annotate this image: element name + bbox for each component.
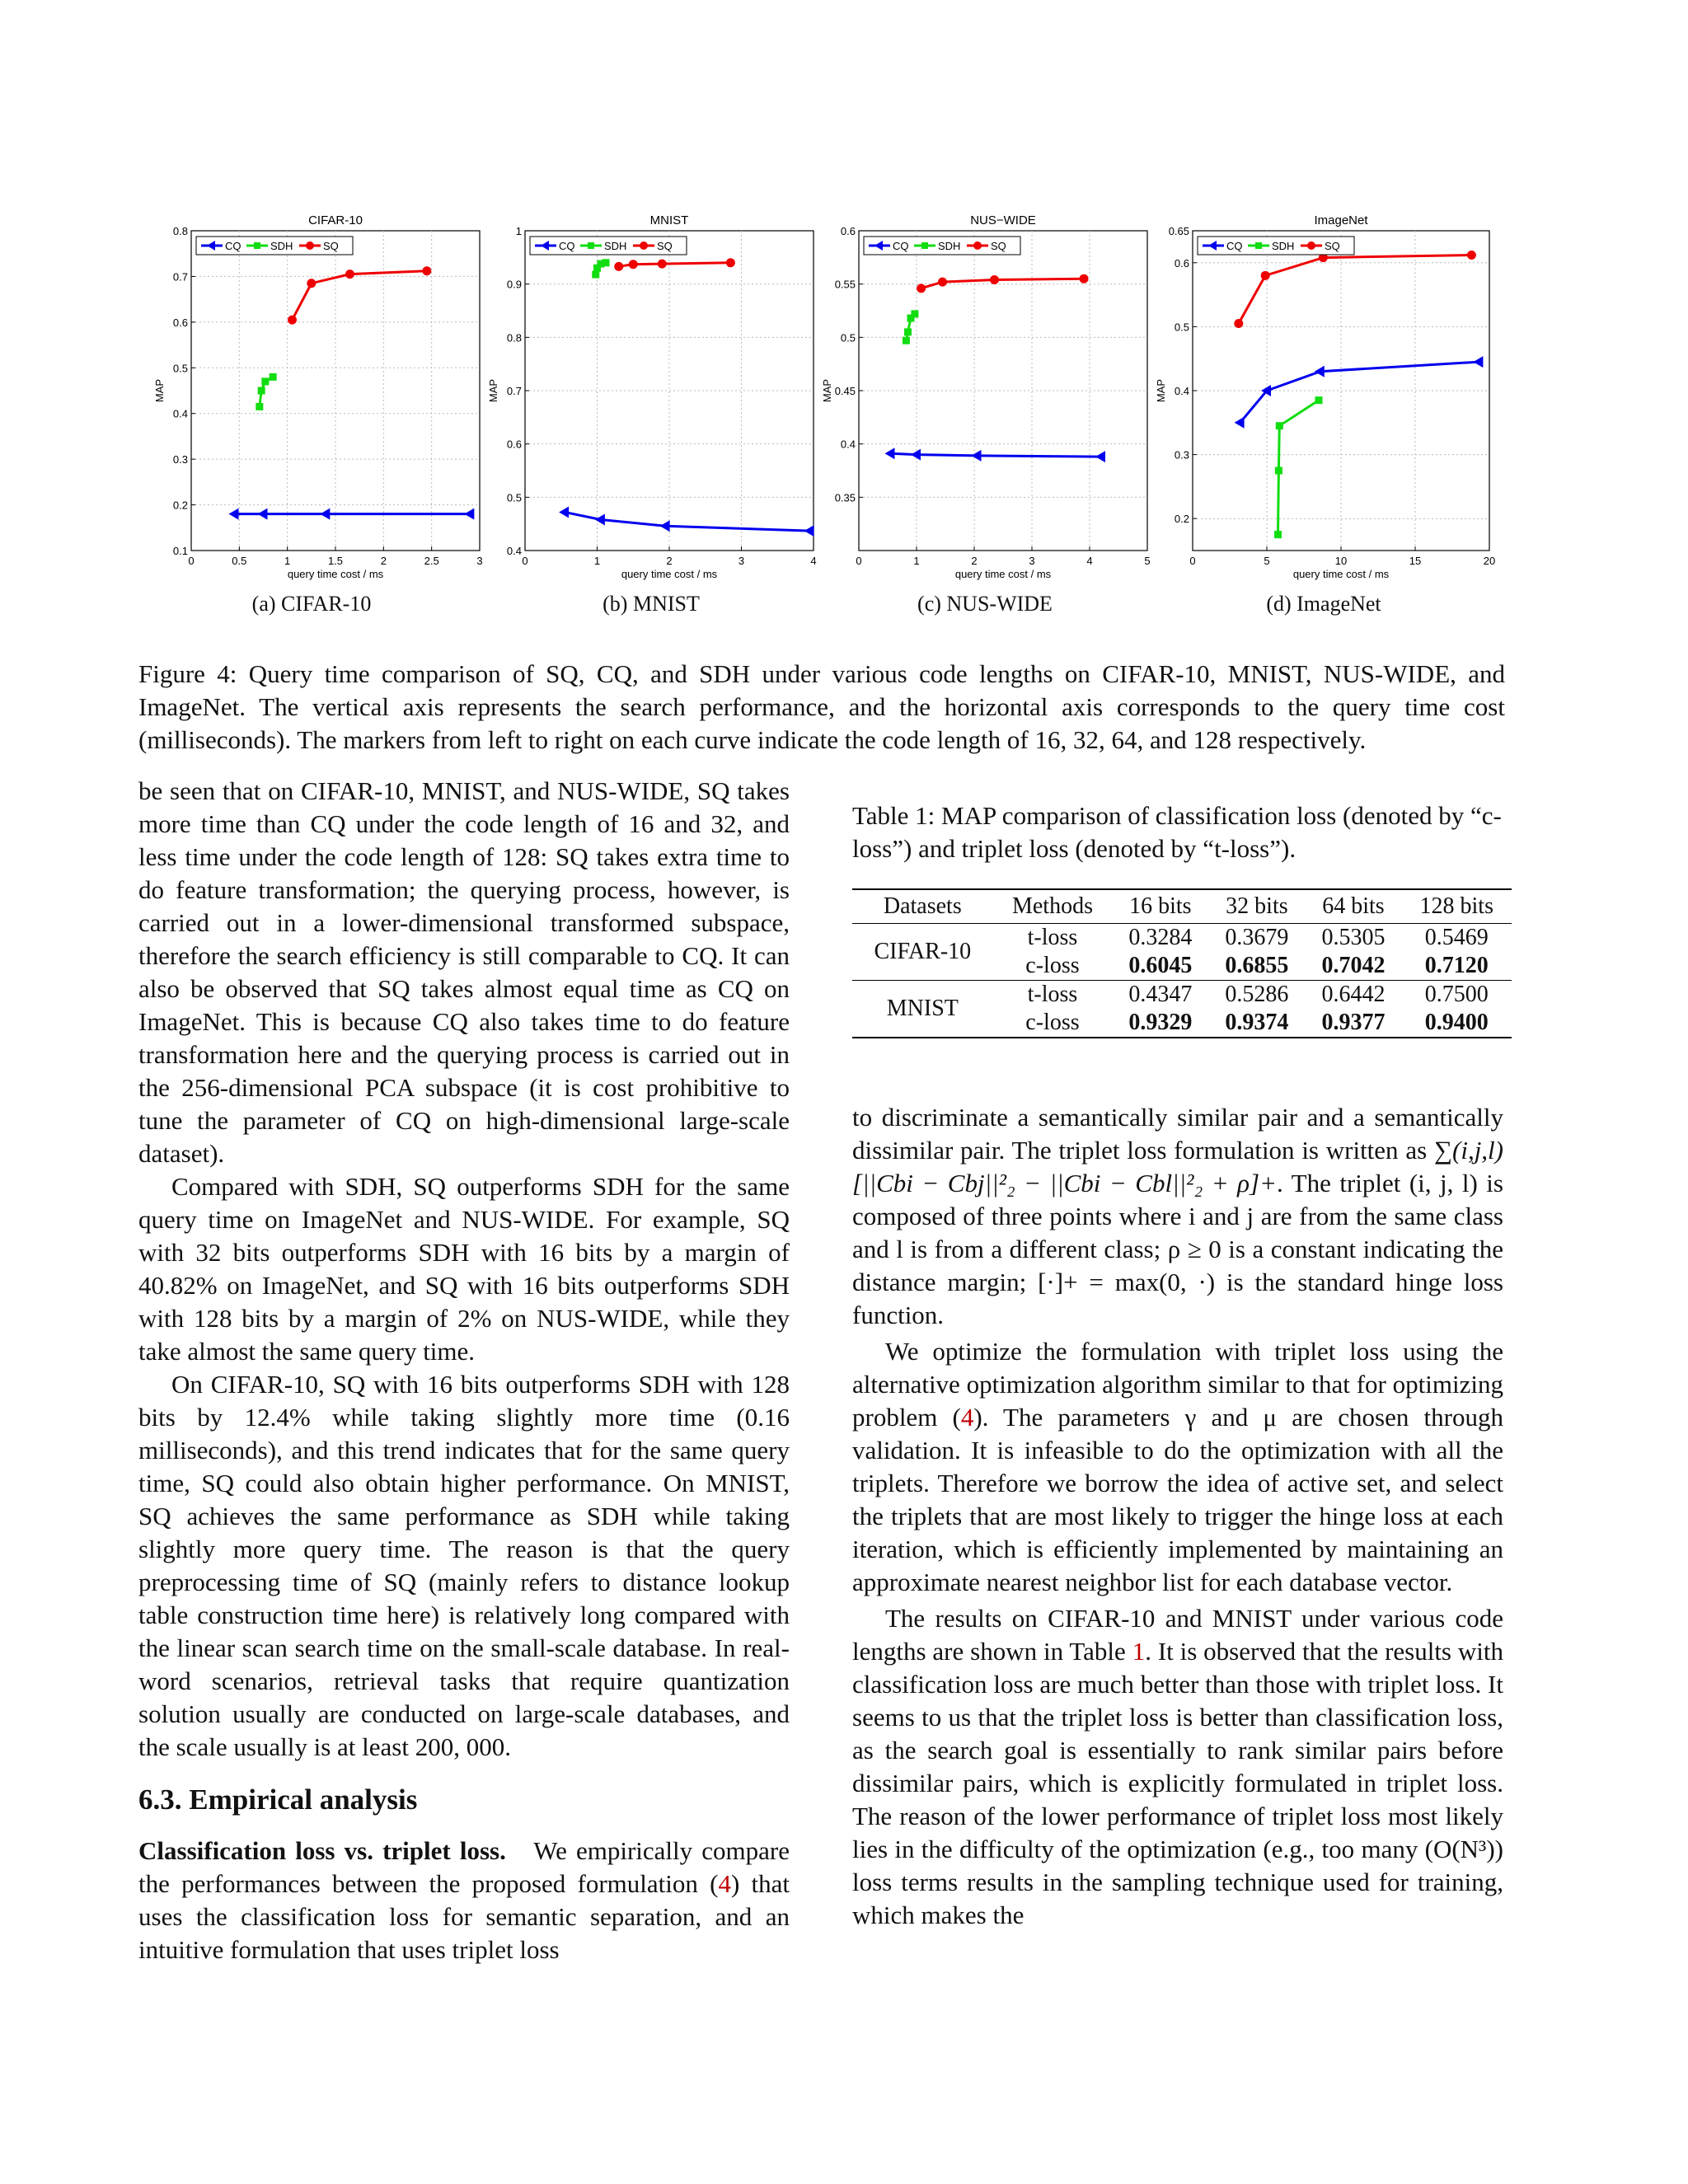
equation-link[interactable]: 4 [718,1869,731,1898]
data-point [1261,271,1270,280]
y-tick-label: 0.7 [506,385,522,397]
data-point [256,403,263,410]
subcaption-d: (d) ImageNet [1266,592,1381,616]
x-axis-label: query time cost / ms [621,568,718,580]
col-header: 128 bits [1402,889,1512,924]
data-point [911,310,918,317]
legend-marker [1255,242,1262,249]
y-tick-label: 0.4 [840,438,856,451]
table-row: c-loss 0.9329 0.9374 0.9377 0.9400 [852,1009,1512,1038]
data-point [726,258,735,267]
data-point [270,373,277,381]
y-tick-label: 0.6 [172,316,188,329]
data-point [261,377,269,385]
y-tick-label: 0.5 [1174,321,1189,334]
data-point [903,337,910,344]
legend-label: SQ [657,240,673,252]
x-tick-label: 4 [810,555,817,567]
data-point [1274,531,1282,538]
x-tick-label: 1 [913,555,920,567]
y-tick-label: 0.6 [1174,256,1189,269]
x-tick-label: 5 [1264,555,1270,567]
y-tick-label: 0.8 [172,225,188,237]
legend-label: SQ [991,240,1006,252]
x-tick-label: 1.5 [327,555,344,567]
legend-label: SDH [604,240,627,252]
chart-imagenet [1150,206,1496,585]
y-tick-label: 0.6 [506,438,522,451]
legend [196,237,353,255]
legend-marker [254,242,260,249]
data-point [422,266,431,275]
legend-label: SDH [938,240,961,252]
chart-title: NUS−WIDE [970,213,1036,227]
x-tick-label: 15 [1409,555,1422,567]
y-tick-label: 0.5 [172,362,188,375]
x-tick-label: 2 [971,555,978,567]
x-tick-label: 4 [1086,555,1093,567]
equation-link[interactable]: 4 [960,1403,974,1432]
data-point [1234,319,1243,328]
legend-label: SDH [1272,240,1295,252]
paragraph: to discriminate a semantically similar pair and a semantically dissimilar pair. The triplet loss formulation is written as ∑(i,j,l)[||Cbi − Cbj||²₂ − ||Cbi − Cbl||²₂ + ρ]+. The triplet (i, j, l) is composed of three points where i and j are from the same class and l is from a different class; ρ ≥ 0 is a constant indicating the distance margin; [·]+ = max(0, ·) is the standard hinge loss function. [852,1103,1503,1329]
legend-marker [306,241,314,250]
y-tick-label: 0.35 [834,491,856,504]
y-axis-label: MAP [487,378,499,403]
data-point [307,279,316,288]
legend-marker [1307,241,1315,250]
paragraph: We optimize the formulation with triplet loss using the alternative optimization algorithm similar to that for optimizing problem (4). The parameters γ and μ are chosen through validation. It is infeasible to do the optimization with all the triplets. Therefore we borrow the idea of active set, and select the triplets that are most likely to trigger the hinge loss at each iteration, which is efficiently implemented by maintaining an approximate nearest neighbor list for each database vector. [852,1337,1503,1596]
paragraph: be seen that on CIFAR-10, MNIST, and NUS-WIDE, SQ takes more time than CQ under the code length of 16 and 32, and less time under the code length of 128: SQ takes extra time to do feature transformation; the querying process, however, is carried out in a lower-dimensional transformed subspace, therefore the search efficiency is still comparable to CQ. It can also be observed that SQ takes almost equal time as CQ on ImageNet. This is because CQ also takes time to do feature transformation here and the querying process is carried out in the 256-dimensional PCA subspace (it is cost prohibitive to tune the parameter of CQ on high-dimensional large-scale dataset). [138,776,790,1168]
left-column [138,775,790,1764]
legend-label: CQ [225,240,241,252]
legend-label: SDH [270,240,293,252]
x-tick-label: 1 [284,555,291,567]
legend-label: CQ [1226,240,1243,252]
col-header: 32 bits [1208,889,1305,924]
legend-label: SQ [1325,240,1340,252]
x-tick-label: 10 [1334,555,1348,567]
data-point [614,262,623,271]
x-tick-label: 5 [1144,555,1151,567]
chart-title: ImageNet [1314,213,1368,227]
y-tick-label: 0.55 [834,278,856,291]
y-tick-label: 0.3 [172,453,188,466]
legend-marker [640,241,648,250]
dataset-cell: MNIST [852,981,993,1038]
y-tick-label: 0.65 [1168,225,1189,237]
x-tick-label: 0 [188,555,195,567]
x-tick-label: 2 [380,555,387,567]
legend-marker [588,242,594,249]
legend [530,237,687,255]
triplet-loss-formula: ∑(i,j,l)[||Cbi − Cbj||²₂ − ||Cbi − Cbl||²₂ + ρ]+ [852,1136,1503,1197]
x-axis-label: query time cost / ms [1292,568,1390,580]
y-tick-label: 0.2 [1174,513,1189,526]
legend-label: SQ [323,240,339,252]
y-tick-label: 0.3 [1174,448,1189,462]
x-tick-label: 2 [666,555,673,567]
data-point [1315,396,1323,404]
legend [864,237,1020,255]
subcaption-c: (c) NUS-WIDE [917,592,1053,616]
y-tick-label: 0.2 [172,499,188,512]
y-tick-label: 0.8 [506,331,522,344]
y-tick-label: 0.1 [172,545,188,557]
y-tick-label: 0.5 [506,491,522,504]
legend-label: CQ [559,240,575,252]
data-point [1467,251,1476,260]
legend [1198,237,1354,255]
y-tick-label: 0.5 [840,331,856,344]
table-row: MNIST t-loss 0.4347 0.5286 0.6442 0.7500 [852,981,1512,1010]
chart-cifar10 [148,206,486,585]
col-header: Methods [993,889,1113,924]
y-axis-label: MAP [1155,378,1167,403]
data-point [938,278,947,287]
chart-mnist [482,206,820,585]
x-tick-label: 20 [1483,555,1496,567]
x-tick-label: 0 [856,555,862,567]
data-point [603,259,610,266]
chart-title: CIFAR-10 [308,213,363,227]
data-point [288,316,297,325]
col-header: Datasets [852,889,993,924]
subcaption-b: (b) MNIST [603,592,700,616]
col-header: 16 bits [1112,889,1208,924]
paragraph: Classification loss vs. triplet loss. We empirically compare the performances between the proposed formulation (4) that uses the classification loss for semantic separation, and an intuitive formulation that uses triplet loss [138,1836,790,1964]
data-point [1080,274,1089,284]
x-tick-label: 0 [522,555,528,567]
y-tick-label: 0.4 [506,545,522,557]
y-tick-label: 0.4 [1174,385,1189,397]
y-axis-label: MAP [153,378,166,403]
data-point [990,275,999,284]
table-row: c-loss 0.6045 0.6855 0.7042 0.7120 [852,952,1512,981]
chart-nuswide [816,206,1154,585]
data-point [1275,467,1282,475]
data-point [1276,422,1283,429]
x-tick-label: 1 [593,555,601,567]
x-tick-label: 3 [476,555,483,567]
left-column-bottom [138,1835,790,1966]
legend-marker [921,242,928,249]
data-point [917,284,926,293]
dataset-cell: CIFAR-10 [852,924,993,981]
x-tick-label: 2.5 [424,555,439,567]
figure-caption: Figure 4: Query time comparison of SQ, CQ, and SDH under various code lengths on CIFAR-10, MNIST, NUS-WIDE, and ImageNet. The vertical axis represents the search performance, and the horizontal axis corresponds to the query time cost (milliseconds). The markers from left to right on each curve indicate the code length of 16, 32, 64, and 128 respectively. [138,659,1505,754]
y-tick-label: 1 [515,225,522,237]
x-tick-label: 3 [738,555,745,567]
paragraph: Compared with SDH, SQ outperforms SDH for the same query time on ImageNet and NUS-WIDE. For example, SQ with 32 bits outperforms SDH with 16 bits by a margin of 40.82% on ImageNet, and SQ with 16 bits outperforms SDH with 128 bits by a margin of 2% on NUS-WIDE, while they take almost the same query time. [138,1172,790,1366]
y-tick-label: 0.6 [840,225,856,237]
col-header: 64 bits [1305,889,1401,924]
table-row: CIFAR-10 t-loss 0.3284 0.3679 0.5305 0.5469 [852,924,1512,953]
data-point [592,271,599,279]
right-column [852,1101,1503,1932]
paragraph-lead: Classification loss vs. triplet loss. [138,1836,506,1865]
legend-marker [973,241,982,250]
x-axis-label: query time cost / ms [287,568,384,580]
data-point [658,260,667,269]
table-caption: Table 1: MAP comparison of classification loss (denoted by “c-loss”) and triplet loss (denoted by “t-loss”). [852,801,1502,863]
y-tick-label: 0.7 [172,270,188,284]
data-point [258,387,265,395]
table-link[interactable]: 1 [1132,1637,1146,1666]
data-point [629,260,638,269]
chart-title: MNIST [649,213,689,227]
paragraph: The results on CIFAR-10 and MNIST under various code lengths are shown in Table 1. It is observed that the results with classification loss are much better than those with triplet loss. It seems to us that the triplet loss is better than classification loss, as the search goal is essentially to rank similar pairs before dissimilar pairs, which is explicitly formulated in triplet loss. The reason of the lower performance of triplet loss most likely lies in the difficulty of the optimization (e.g., too many (O(N³)) loss terms results in the sampling technique used for training, which makes the [852,1604,1503,1929]
y-tick-label: 0.4 [172,407,188,420]
x-axis-label: query time cost / ms [954,568,1052,580]
results-table [852,888,1512,1038]
subcaption-a: (a) CIFAR-10 [251,592,372,616]
y-axis-label: MAP [821,378,833,403]
legend-label: CQ [893,240,909,252]
data-point [904,328,912,335]
paragraph: On CIFAR-10, SQ with 16 bits outperforms SDH with 128 bits by 12.4% while taking slightly more time (0.16 milliseconds), and this trend indicates that for the same query time, SQ could also obtain higher performance. On MNIST, SQ achieves the same performance as SDH while taking slightly more query time. The reason is that the query preprocessing time of SQ (mainly refers to distance lookup table construction time here) is relatively long compared with the linear scan search time on the small-scale database. In real-word scenarios, retrieval tasks that require quantization solution usually are conducted on large-scale databases, and the scale usually is at least 200, 000. [138,1370,790,1761]
data-point [345,269,354,279]
x-tick-label: 0.5 [232,555,247,567]
y-tick-label: 0.9 [506,278,522,291]
x-tick-label: 3 [1029,555,1035,567]
section-heading: 6.3. Empirical analysis [138,1783,418,1816]
x-tick-label: 0 [1189,555,1196,567]
y-tick-label: 0.45 [834,385,856,397]
